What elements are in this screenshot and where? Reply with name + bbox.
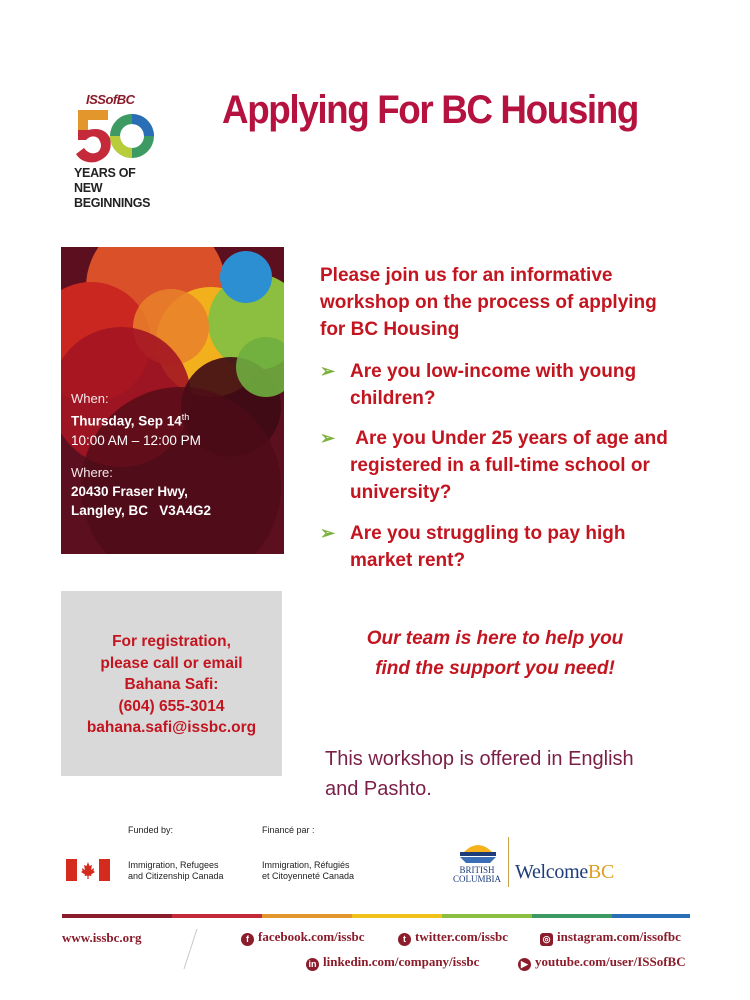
- facebook-link[interactable]: f facebook.com/issbc: [241, 929, 365, 946]
- website-link[interactable]: www.issbc.org: [62, 930, 142, 945]
- welcomebc-logo: WelcomeBC: [515, 861, 615, 883]
- contact-phone[interactable]: (604) 655-3014: [118, 697, 225, 715]
- when-label: When:: [71, 391, 109, 406]
- bullet-item-3: ➢ Are you struggling to pay high market rent?: [320, 520, 690, 574]
- ircc-french: Immigration, Réfugiés et Citoyenneté Canada: [262, 860, 355, 881]
- address-line-1: 20430 Fraser Hwy,: [71, 483, 188, 499]
- arrow-bullet-icon: ➢: [320, 361, 336, 381]
- event-time: 10:00 AM – 12:00 PM: [71, 432, 201, 448]
- twitter-icon: t: [398, 933, 411, 946]
- linkedin-link[interactable]: in linkedin.com/company/issbc: [306, 954, 479, 971]
- footer-divider: [184, 929, 198, 969]
- contact-email[interactable]: bahana.safi@issbc.org: [86, 719, 257, 736]
- finance-par-label: Financé par :: [262, 825, 315, 835]
- linkedin-icon: in: [306, 958, 319, 971]
- where-label: Where:: [71, 464, 113, 480]
- event-text: [71, 389, 211, 520]
- arrow-bullet-icon: ➢: [320, 428, 336, 448]
- instagram-link[interactable]: ◎ instagram.com/issofbc: [540, 929, 681, 946]
- bullet-item-2: ➢ Are you Under 25 years of age and registered in a full-time school or university?: [320, 425, 690, 506]
- registration-line-2: please call or email: [100, 654, 243, 672]
- canada-flag-icon: [66, 859, 110, 881]
- bc-wordmark: BRITISH COLUMBIA: [452, 865, 501, 884]
- ircc-english: Immigration, Refugees and Citizenship Canada: [128, 860, 224, 881]
- event-date: Thursday, Sep 14th: [71, 412, 190, 429]
- bullet-item-1: ➢ Are you low-income with young children?: [320, 358, 690, 412]
- youtube-link[interactable]: ▶ youtube.com/user/ISSofBC: [518, 954, 686, 971]
- help-message: Our team is here to help you find the support you need!: [366, 628, 624, 679]
- intro-text: Please join us for an informative workshop on the process of applying for BC Housing: [320, 265, 657, 340]
- contact-name: Bahana Safi:: [124, 676, 219, 693]
- address-line-2: Langley, BC V3A4G2: [71, 502, 212, 518]
- arrow-bullet-icon: ➢: [320, 523, 336, 543]
- registration-line-1: For registration,: [112, 633, 231, 650]
- logo-brand: ISSofBC: [86, 92, 135, 107]
- facebook-icon: f: [241, 933, 254, 946]
- event-details-panel: [61, 247, 284, 554]
- fifty-years-graphic: [74, 106, 154, 166]
- language-note: This workshop is offered in English and Pashto.: [325, 748, 634, 800]
- registration-box: [61, 591, 282, 776]
- youtube-icon: ▶: [518, 958, 531, 971]
- twitter-link[interactable]: t twitter.com/issbc: [398, 929, 508, 946]
- logo-divider: [508, 837, 509, 887]
- instagram-icon: ◎: [540, 933, 553, 946]
- logo-tagline: YEARS OF NEW BEGINNINGS: [74, 166, 151, 210]
- footer-color-stripe: [62, 914, 690, 918]
- funded-by-label: Funded by:: [128, 825, 174, 835]
- issofbc-logo: [72, 92, 162, 210]
- page-title: Applying For BC Housing: [222, 88, 638, 132]
